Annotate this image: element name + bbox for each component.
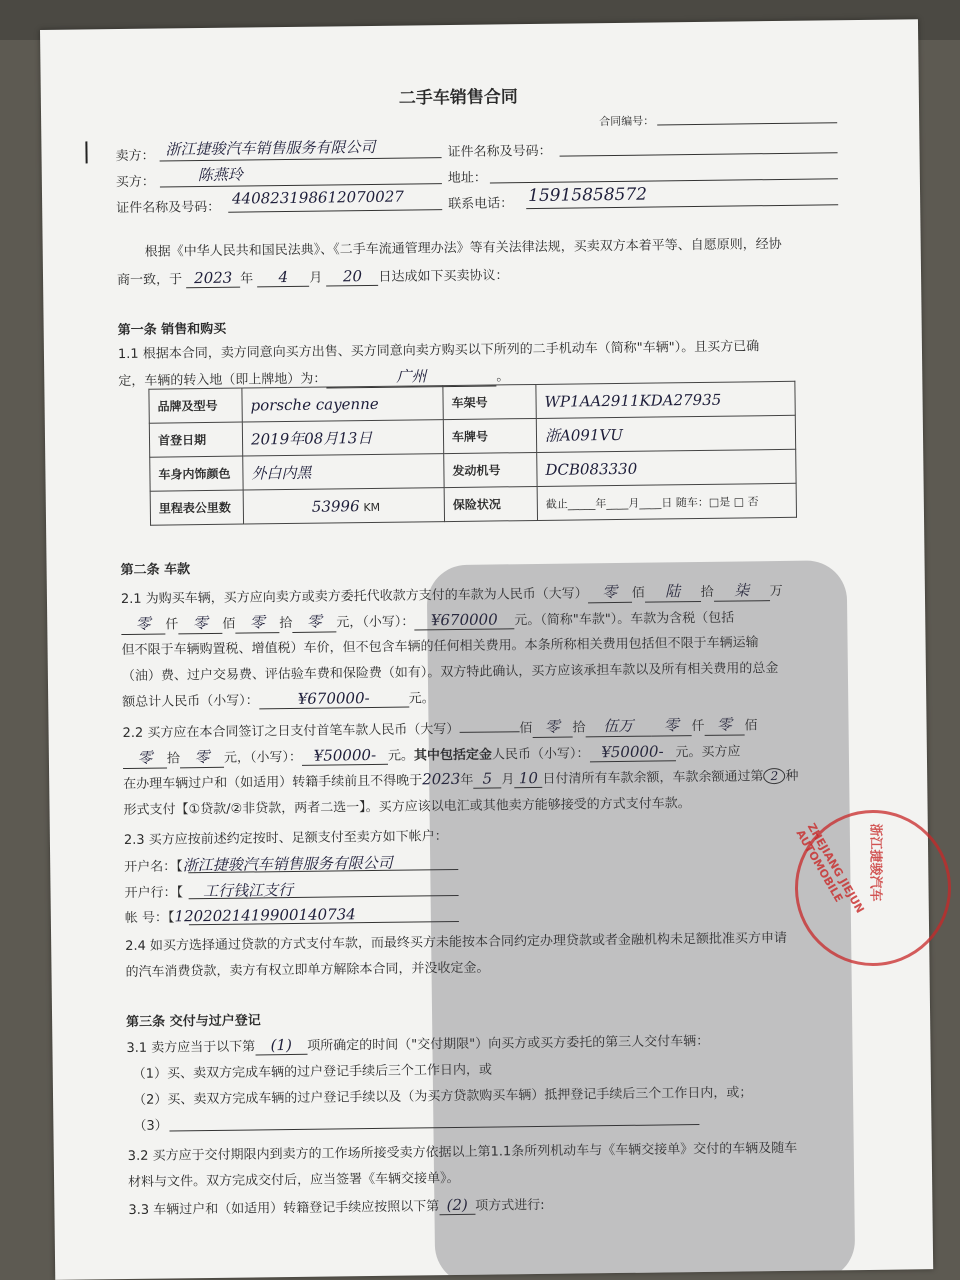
- plate-label: 车牌号: [443, 418, 536, 453]
- phone-value: 15915858572: [527, 184, 648, 207]
- deposit-amount: ¥50000-: [589, 742, 675, 762]
- mileage-unit: KM: [363, 500, 381, 514]
- mileage-label: 里程表公里数: [150, 490, 243, 525]
- intro-day: 20: [326, 267, 378, 287]
- address-label: 地址：: [447, 170, 487, 187]
- engine-value: DCB083330: [537, 449, 796, 486]
- account-no-row: 帐 号：【1202021419900140734: [124, 905, 356, 927]
- s1-1-line-2: 定，车辆的转入地（即上牌地）为： 广州 。: [118, 364, 509, 391]
- intro-line-2: 商一致，于 2023 年 4 月 20 日达成如下买卖协议：: [116, 267, 509, 289]
- phone-label: 联系电话：: [448, 196, 514, 213]
- s1-1-line-1: 1.1 根据本合同，卖方同意向买方出售、买方同意向卖方购买以下所列的二手机动车（简称"车辆"）。且买方已确: [117, 339, 760, 363]
- page-title: 二手车销售合同: [398, 87, 518, 109]
- vin-label: 车架号: [443, 384, 536, 419]
- s2-4-line-2: 的汽车消费贷款，卖方有权立即单方解除本合同，并没收定金。: [125, 960, 490, 981]
- s2-2-line-1: 2.2 买方应在本合同签订之日支付首笔车款人民币（大写） 佰 零 拾 伍万 零 仟 零 佰: [122, 713, 757, 743]
- s2-1-line-3: 但不限于车辆购置税、增值税）车价，但不包含车辆的任何相关费用。本条所称相关费用包括但不限于车辆运输: [121, 635, 759, 659]
- s3-1-option-2: （2）买、卖双方完成车辆的过户登记手续以及（为买方贷款购买车辆）抵押登记手续后三个工作日内，或；: [132, 1085, 753, 1108]
- bank-value: 工行钱江支行: [202, 880, 294, 901]
- bank-row: 开户行：【 工行钱江支行: [124, 880, 294, 902]
- section-2-title: 第二条 车款: [120, 562, 191, 579]
- s3-1-line-1: 3.1 卖方应当于以下第 (1) 项所确定的时间（"交付期限"）向买方或买方委托的第三人交付车辆：: [126, 1033, 710, 1057]
- s3-1-option-1: （1）买、卖双方完成车辆的过户登记手续后三个工作日内，或: [132, 1062, 493, 1082]
- s2-1-line-2: 零 仟 零 佰 零 拾 零 元，（小写）： ¥670000 元。（简称"车款"）。车款为含税（包括: [121, 606, 734, 635]
- brand-value: porsche cayenne: [242, 386, 443, 422]
- s2-2-line-3: 在办理车辆过户和（如适用）转籍手续前且不得晚于2023年 5 月 10 日付清所有车款余额，车款余额通过第 2 种: [123, 768, 799, 793]
- brand-label: 品牌及型号: [149, 388, 242, 423]
- color-label: 车身内饰颜色: [150, 456, 243, 491]
- color-value: 外白内黑: [243, 454, 444, 490]
- s3-3-line: 3.3 车辆过户和（如适用）转籍登记手续应按照以下第 (2) 项方式进行:: [128, 1195, 545, 1219]
- s2-1-line-4: （油）费、过户交易费、评估验车费和保险费（如有）。双方特此确认，买方应该承担车款以及所有相关费用的总金: [121, 661, 779, 685]
- intro-year: 2023: [186, 269, 240, 289]
- s2-1-line-5: 额总计人民币（小写）： ¥670000- 元。: [122, 689, 435, 711]
- price-amount: ¥670000: [414, 610, 514, 630]
- section-3-title: 第三条 交付与过户登记: [126, 1013, 261, 1031]
- intro-month: 4: [257, 268, 309, 288]
- pen-mark: [85, 141, 87, 163]
- insurance-label: 保险状况: [444, 486, 537, 521]
- seller-label: 卖方：: [115, 148, 155, 165]
- engine-label: 发动机号: [444, 452, 537, 487]
- total-amount: ¥670000-: [259, 689, 409, 710]
- insurance-value: 截止_____年____月____日 随车：□是 □ 否: [537, 483, 796, 520]
- transfer-city: 广州: [326, 364, 496, 388]
- seller-value: 浙江捷骏汽车销售服务有限公司: [165, 137, 376, 159]
- buyer-value: 陈燕玲: [197, 165, 243, 185]
- buyer-cert-label: 证件名称及号码：: [116, 199, 221, 217]
- s2-1-line-1: 2.1 为购买车辆，买方应向卖方或卖方委托代收款方支付的车款为人民币（大写） 零 佰 陆 拾 柒 万: [121, 579, 783, 609]
- vin-value: WP1AA2911KDA27935: [536, 381, 795, 418]
- s3-2-line-2: 材料与文件。双方完成交付后，应当签署《车辆交接单》。: [127, 1170, 460, 1191]
- contract-no-label: 合同编号：: [599, 114, 655, 129]
- phone-shadow: [427, 560, 856, 1280]
- s2-2-line-2: 零 拾 零 元，（小写）： ¥50000- 元。其中包括定金人民币（小写）： ¥50000- 元。买方应: [123, 739, 741, 769]
- intro-line-1: 根据《中华人民共和国民法典》、《二手车流通管理办法》等有关法律法规，买卖双方本着平等、自愿原则，经协: [144, 236, 782, 260]
- s3-1-option-3: （3）: [133, 1118, 168, 1134]
- s2-2-line-4: 形式支付【①贷款/②非贷款，两者二选一】。买方应该以电汇或其他卖方能够接受的方式支付车款。: [123, 796, 691, 819]
- account-no-value: 1202021419900140734: [174, 905, 356, 926]
- buyer-cert-value: 440823198612070027: [231, 187, 404, 208]
- vehicle-table: [148, 381, 797, 526]
- reg-date-value: 2019年08月13日: [242, 420, 443, 456]
- company-seal: ZHEJIANG JIEJUN AUTOMOBILE 浙江捷骏汽车: [795, 810, 951, 966]
- contract-no-line: [657, 122, 837, 125]
- account-name-value: 浙江捷骏汽车销售服务有限公司: [182, 853, 393, 875]
- mileage-cell: [243, 488, 444, 524]
- buyer-label: 买方：: [115, 174, 155, 191]
- s2-4-line-1: 2.4 如买方选择通过贷款的方式支付车款，而最终买方未能按本合同约定办理贷款或者金融机构未足额批准买方申请: [125, 930, 788, 955]
- s2-3: 2.3 买方应按前述约定按时、足额支付至卖方如下帐户：: [123, 829, 448, 849]
- account-name-row: 开户名：【浙江捷骏汽车销售服务有限公司: [124, 853, 393, 876]
- section-1-title: 第一条 销售和购买: [117, 321, 227, 339]
- mileage-value: 53996: [311, 496, 360, 516]
- cert-label: 证件名称及号码：: [447, 143, 552, 161]
- s3-2-line-1: 3.2 买方应于交付期限内到卖方的工作场所接受卖方依据以上第1.1条所列机动车与《车辆交接单》交付的车辆及随车: [127, 1140, 798, 1165]
- plate-value: 浙A091VU: [536, 415, 795, 452]
- reg-date-label: 首登日期: [149, 422, 242, 457]
- contract-page: [40, 19, 933, 1280]
